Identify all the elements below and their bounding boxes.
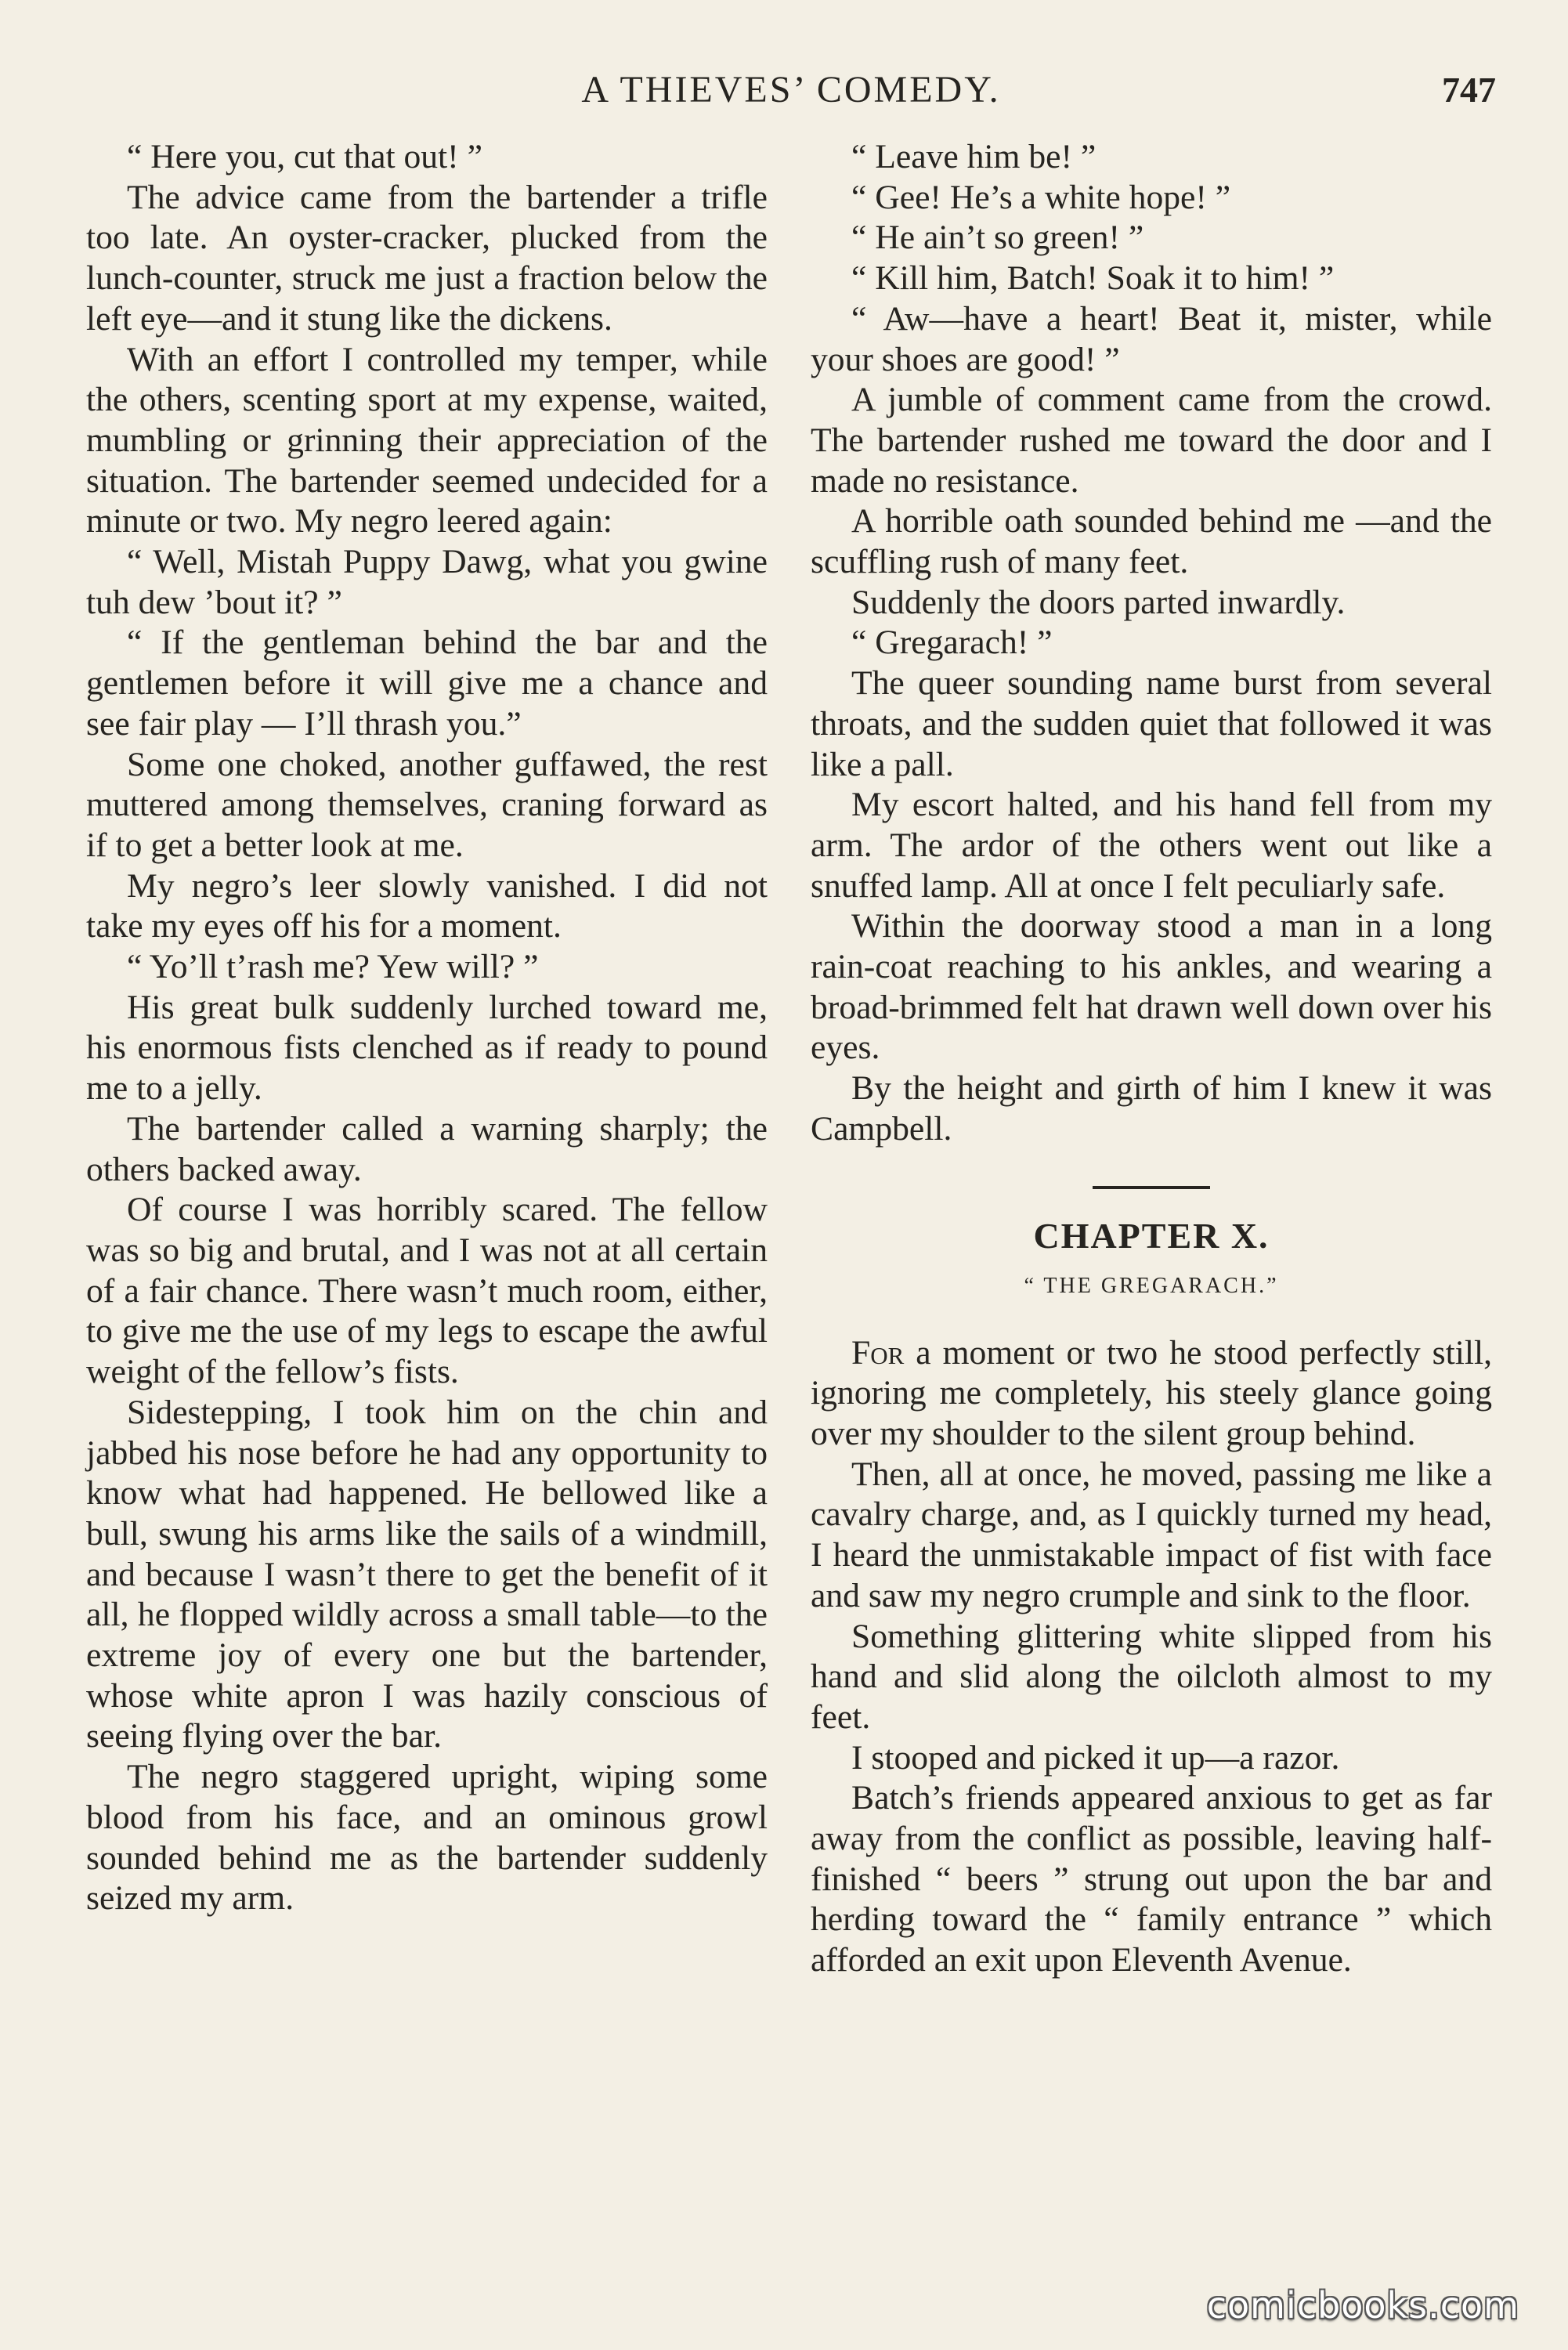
paragraph: Of course I was horribly scared. The fellow was so big and brutal, and I was not at all certain of a fair chance. There wasn’t much room, either, to give me the use of my legs to escape the awful weight of the fellow’s fists.	[86, 1191, 768, 1391]
chapter-opening-paragraph	[811, 1333, 1492, 1455]
paragraph: Suddenly the doors parted inwardly.	[851, 583, 1346, 621]
paragraph: With an effort I controlled my temper, while the others, scenting sport at my expense, waited, mumbling or grinning their appreciation of the situation. The bartender seemed undecided for a minute or two. My negro leered again:	[86, 340, 768, 540]
paragraph: My negro’s leer slowly vanished. I did not take my eyes off his for a moment.	[86, 866, 768, 945]
paragraph: “ He ain’t so green! ”	[851, 219, 1144, 257]
page-number: 747	[1442, 70, 1496, 110]
paragraph: The bartender called a warning sharply; the others backed away.	[86, 1109, 768, 1188]
chapter-lead-text: a moment or two he stood perfectly still, ignoring me completely, his steely glance going over my shoulder to the silent group behind.	[811, 1333, 1492, 1452]
paragraph: Some one choked, another guffawed, the rest muttered among themselves, craning forward as if to get a better look at me.	[86, 745, 768, 864]
right-column	[811, 137, 1492, 1981]
paragraph: “ Gee! He’s a white hope! ”	[851, 178, 1231, 216]
paragraph: “ If the gentleman behind the bar and the gentlemen before it will give me a chance and see fair play — I’ll thrash you.”	[86, 624, 768, 743]
page-header	[86, 63, 1496, 118]
watermark: comicbooks.com	[1206, 2284, 1519, 2326]
paragraph: By the height and girth of him I knew it was Campbell.	[811, 1069, 1492, 1148]
paragraph: The queer sounding name burst from several throats, and the sudden quiet that followed it was like a pall.	[811, 664, 1492, 783]
paragraph: Within the doorway stood a man in a long rain-coat reaching to his ankles, and wearing a broad-brimmed felt hat drawn well down over his eyes.	[811, 907, 1492, 1067]
paragraph: “ Aw—have a heart! Beat it, mister, while your shoes are good! ”	[811, 299, 1492, 378]
paragraph: “ Here you, cut that out! ”	[127, 138, 482, 175]
paragraph: The negro staggered upright, wiping some blood from his face, and an ominous growl sounded behind me as the bartender suddenly seized my arm.	[86, 1758, 768, 1918]
paragraph: Batch’s friends appeared anxious to get as far away from the conflict as possible, leaving half-finished “ beers ” strung out upon the bar and herding toward the “ family entrance ” which afforded an exit upon Eleventh Avenue.	[811, 1779, 1492, 1979]
chapter-title: CHAPTER X.	[1033, 1215, 1270, 1256]
paragraph: “ Gregarach! ”	[851, 624, 1053, 662]
paragraph: Something glittering white slipped from his hand and slid along the oilcloth almost to my feet.	[811, 1617, 1492, 1736]
running-title: A THIEVES’ COMEDY.	[581, 69, 1001, 110]
paragraph: “ Well, Mistah Puppy Dawg, what you gwine tuh dew ’bout it? ”	[86, 543, 768, 621]
paragraph: A horrible oath sounded behind me —and the scuffling rush of many feet.	[811, 502, 1492, 581]
paragraph: A jumble of comment came from the crowd. The bartender rushed me toward the door and I made no resistance.	[811, 381, 1492, 500]
chapter-subtitle: “ THE GREGARACH.”	[1024, 1273, 1279, 1298]
paragraph: His great bulk suddenly lurched toward me, his enormous fists clenched as if ready to pound me to a jelly.	[86, 988, 768, 1108]
paragraph: Sidestepping, I took him on the chin and jabbed his nose before he had any opportunity to know what had happened. He bellowed like a bull, swung his arms like the sails of a windmill, and because I wasn’t there to get the benefit of it all, he flopped wildly across a small table—to the extreme joy of every one but the bartender, whose white apron I was hazily conscious of seeing flying over the bar.	[86, 1393, 768, 1755]
paragraph: My escort halted, and his hand fell from my arm. The ardor of the others went out like a snuffed lamp. All at once I felt peculiarly safe.	[811, 786, 1492, 905]
paragraph: “ Leave him be! ”	[851, 138, 1097, 175]
section-divider	[1093, 1186, 1210, 1189]
paragraph: “ Yo’ll t’rash me? Yew will? ”	[127, 948, 539, 986]
paragraph: “ Kill him, Batch! Soak it to him! ”	[851, 259, 1335, 298]
paragraph: Then, all at once, he moved, passing me like a cavalry charge, and, as I quickly turned my head, I heard the unmistakable impact of fist with face and saw my negro crumple and sink to the floor.	[811, 1455, 1492, 1614]
left-column	[86, 137, 768, 1919]
chapter-lead-word: For	[851, 1333, 905, 1372]
paragraph: I stooped and picked it up—a razor.	[851, 1738, 1340, 1777]
paragraph: The advice came from the bartender a trifle too late. An oyster-cracker, plucked from the lunch-counter, struck me just a fraction below the left eye—and it stung like the dickens.	[86, 178, 768, 338]
